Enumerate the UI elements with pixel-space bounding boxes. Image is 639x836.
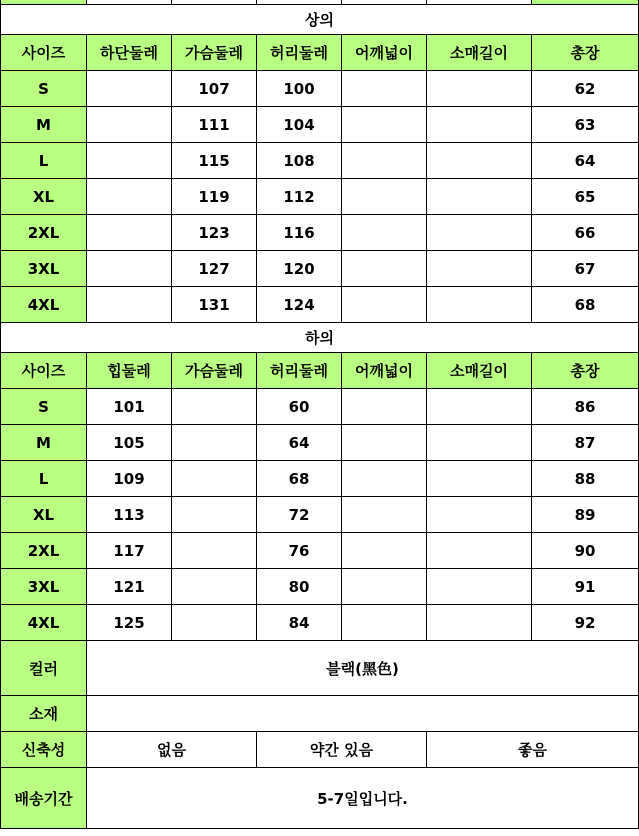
measurement-cell bbox=[342, 215, 427, 251]
top-header-row bbox=[1, 35, 639, 71]
measurement-cell bbox=[342, 107, 427, 143]
table-row bbox=[1, 461, 639, 497]
measurement-cell bbox=[342, 251, 427, 287]
size-label: 4XL bbox=[1, 287, 87, 323]
measurement-cell bbox=[172, 389, 257, 425]
measurement-cell bbox=[427, 287, 532, 323]
column-header: 사이즈 bbox=[1, 35, 87, 71]
shipping-label: 배송기간 bbox=[1, 768, 87, 829]
column-header: 하단둘레 bbox=[87, 35, 172, 71]
column-header: 허리둘레 bbox=[257, 353, 342, 389]
measurement-cell: 64 bbox=[257, 425, 342, 461]
table-row bbox=[1, 107, 639, 143]
measurement-cell bbox=[172, 425, 257, 461]
measurement-cell: 68 bbox=[532, 287, 639, 323]
measurement-cell: 88 bbox=[532, 461, 639, 497]
color-value: 블랙(黑色) bbox=[87, 641, 639, 696]
shipping-value: 5-7일입니다. bbox=[87, 768, 639, 829]
measurement-cell: 92 bbox=[532, 605, 639, 641]
column-header: 사이즈 bbox=[1, 353, 87, 389]
measurement-cell bbox=[342, 425, 427, 461]
measurement-cell bbox=[427, 107, 532, 143]
measurement-cell: 123 bbox=[172, 215, 257, 251]
measurement-cell bbox=[342, 569, 427, 605]
measurement-cell: 120 bbox=[257, 251, 342, 287]
size-label: 3XL bbox=[1, 251, 87, 287]
measurement-cell bbox=[342, 179, 427, 215]
material-label: 소재 bbox=[1, 696, 87, 732]
measurement-cell bbox=[342, 287, 427, 323]
measurement-cell bbox=[87, 179, 172, 215]
measurement-cell bbox=[87, 143, 172, 179]
measurement-cell: 121 bbox=[87, 569, 172, 605]
measurement-cell: 80 bbox=[257, 569, 342, 605]
color-row bbox=[1, 641, 639, 696]
measurement-cell: 125 bbox=[87, 605, 172, 641]
bottom-section-title-row bbox=[1, 323, 639, 353]
measurement-cell: 87 bbox=[532, 425, 639, 461]
measurement-cell bbox=[427, 389, 532, 425]
size-label: 2XL bbox=[1, 215, 87, 251]
table-row bbox=[1, 533, 639, 569]
measurement-cell: 68 bbox=[257, 461, 342, 497]
measurement-cell bbox=[427, 425, 532, 461]
material-value bbox=[87, 696, 639, 732]
measurement-cell bbox=[427, 569, 532, 605]
measurement-cell bbox=[342, 461, 427, 497]
measurement-cell bbox=[172, 461, 257, 497]
measurement-cell bbox=[427, 461, 532, 497]
size-label: 2XL bbox=[1, 533, 87, 569]
measurement-cell: 101 bbox=[87, 389, 172, 425]
measurement-cell: 84 bbox=[257, 605, 342, 641]
table-row bbox=[1, 605, 639, 641]
measurement-cell: 131 bbox=[172, 287, 257, 323]
column-header: 허리둘레 bbox=[257, 35, 342, 71]
table-row bbox=[1, 143, 639, 179]
measurement-cell: 89 bbox=[532, 497, 639, 533]
measurement-cell bbox=[342, 497, 427, 533]
table-row bbox=[1, 287, 639, 323]
size-label: 3XL bbox=[1, 569, 87, 605]
measurement-cell: 76 bbox=[257, 533, 342, 569]
measurement-cell: 111 bbox=[172, 107, 257, 143]
measurement-cell: 115 bbox=[172, 143, 257, 179]
material-row bbox=[1, 696, 639, 732]
size-label: S bbox=[1, 71, 87, 107]
measurement-cell bbox=[87, 107, 172, 143]
measurement-cell bbox=[342, 605, 427, 641]
measurement-cell: 66 bbox=[532, 215, 639, 251]
measurement-cell: 105 bbox=[87, 425, 172, 461]
table-row bbox=[1, 425, 639, 461]
measurement-cell: 127 bbox=[172, 251, 257, 287]
size-label: M bbox=[1, 107, 87, 143]
measurement-cell bbox=[427, 497, 532, 533]
measurement-cell: 91 bbox=[532, 569, 639, 605]
measurement-cell: 124 bbox=[257, 287, 342, 323]
size-label: 4XL bbox=[1, 605, 87, 641]
measurement-cell: 104 bbox=[257, 107, 342, 143]
measurement-cell bbox=[342, 389, 427, 425]
column-header: 가슴둘레 bbox=[172, 353, 257, 389]
measurement-cell bbox=[427, 143, 532, 179]
bottom-section-title: 하의 bbox=[1, 323, 639, 353]
top-section-title-row bbox=[1, 5, 639, 35]
measurement-cell bbox=[427, 71, 532, 107]
size-label: L bbox=[1, 143, 87, 179]
column-header: 소매길이 bbox=[427, 353, 532, 389]
measurement-cell: 116 bbox=[257, 215, 342, 251]
measurement-cell: 119 bbox=[172, 179, 257, 215]
stretch-option: 약간 있음 bbox=[257, 732, 427, 768]
stretch-option: 좋음 bbox=[427, 732, 639, 768]
bottom-header-row bbox=[1, 353, 639, 389]
measurement-cell: 112 bbox=[257, 179, 342, 215]
measurement-cell: 86 bbox=[532, 389, 639, 425]
top-section-title: 상의 bbox=[1, 5, 639, 35]
measurement-cell bbox=[427, 251, 532, 287]
bottom-body bbox=[1, 389, 639, 641]
measurement-cell: 108 bbox=[257, 143, 342, 179]
measurement-cell: 113 bbox=[87, 497, 172, 533]
size-label: XL bbox=[1, 179, 87, 215]
size-label: XL bbox=[1, 497, 87, 533]
size-label: M bbox=[1, 425, 87, 461]
column-header: 힙둘레 bbox=[87, 353, 172, 389]
measurement-cell: 117 bbox=[87, 533, 172, 569]
column-header: 총장 bbox=[532, 35, 639, 71]
measurement-cell bbox=[87, 251, 172, 287]
column-header: 소매길이 bbox=[427, 35, 532, 71]
measurement-cell: 65 bbox=[532, 179, 639, 215]
measurement-cell bbox=[172, 497, 257, 533]
top-body bbox=[1, 71, 639, 323]
column-header: 어깨넓이 bbox=[342, 35, 427, 71]
measurement-cell bbox=[87, 71, 172, 107]
measurement-cell: 64 bbox=[532, 143, 639, 179]
table-row bbox=[1, 71, 639, 107]
measurement-cell bbox=[427, 533, 532, 569]
measurement-cell: 67 bbox=[532, 251, 639, 287]
measurement-cell bbox=[342, 533, 427, 569]
measurement-cell bbox=[342, 71, 427, 107]
measurement-cell bbox=[427, 179, 532, 215]
table-row bbox=[1, 179, 639, 215]
measurement-cell: 62 bbox=[532, 71, 639, 107]
measurement-cell bbox=[342, 143, 427, 179]
measurement-cell bbox=[172, 569, 257, 605]
measurement-cell: 90 bbox=[532, 533, 639, 569]
measurement-cell bbox=[427, 215, 532, 251]
measurement-cell bbox=[172, 605, 257, 641]
table-row bbox=[1, 569, 639, 605]
size-label: L bbox=[1, 461, 87, 497]
table-row bbox=[1, 215, 639, 251]
column-header: 어깨넓이 bbox=[342, 353, 427, 389]
measurement-cell: 100 bbox=[257, 71, 342, 107]
measurement-cell: 72 bbox=[257, 497, 342, 533]
measurement-cell bbox=[87, 287, 172, 323]
stretch-label: 신축성 bbox=[1, 732, 87, 768]
measurement-cell bbox=[87, 215, 172, 251]
column-header: 가슴둘레 bbox=[172, 35, 257, 71]
shipping-row bbox=[1, 768, 639, 829]
stretch-option: 없음 bbox=[87, 732, 257, 768]
column-header: 총장 bbox=[532, 353, 639, 389]
measurement-cell: 60 bbox=[257, 389, 342, 425]
size-label: S bbox=[1, 389, 87, 425]
table-row bbox=[1, 497, 639, 533]
color-label: 컬러 bbox=[1, 641, 87, 696]
measurement-cell: 63 bbox=[532, 107, 639, 143]
measurement-cell bbox=[172, 533, 257, 569]
measurement-cell: 109 bbox=[87, 461, 172, 497]
table-row bbox=[1, 251, 639, 287]
table-row bbox=[1, 389, 639, 425]
stretch-row bbox=[1, 732, 639, 768]
measurement-cell: 107 bbox=[172, 71, 257, 107]
measurement-cell bbox=[427, 605, 532, 641]
